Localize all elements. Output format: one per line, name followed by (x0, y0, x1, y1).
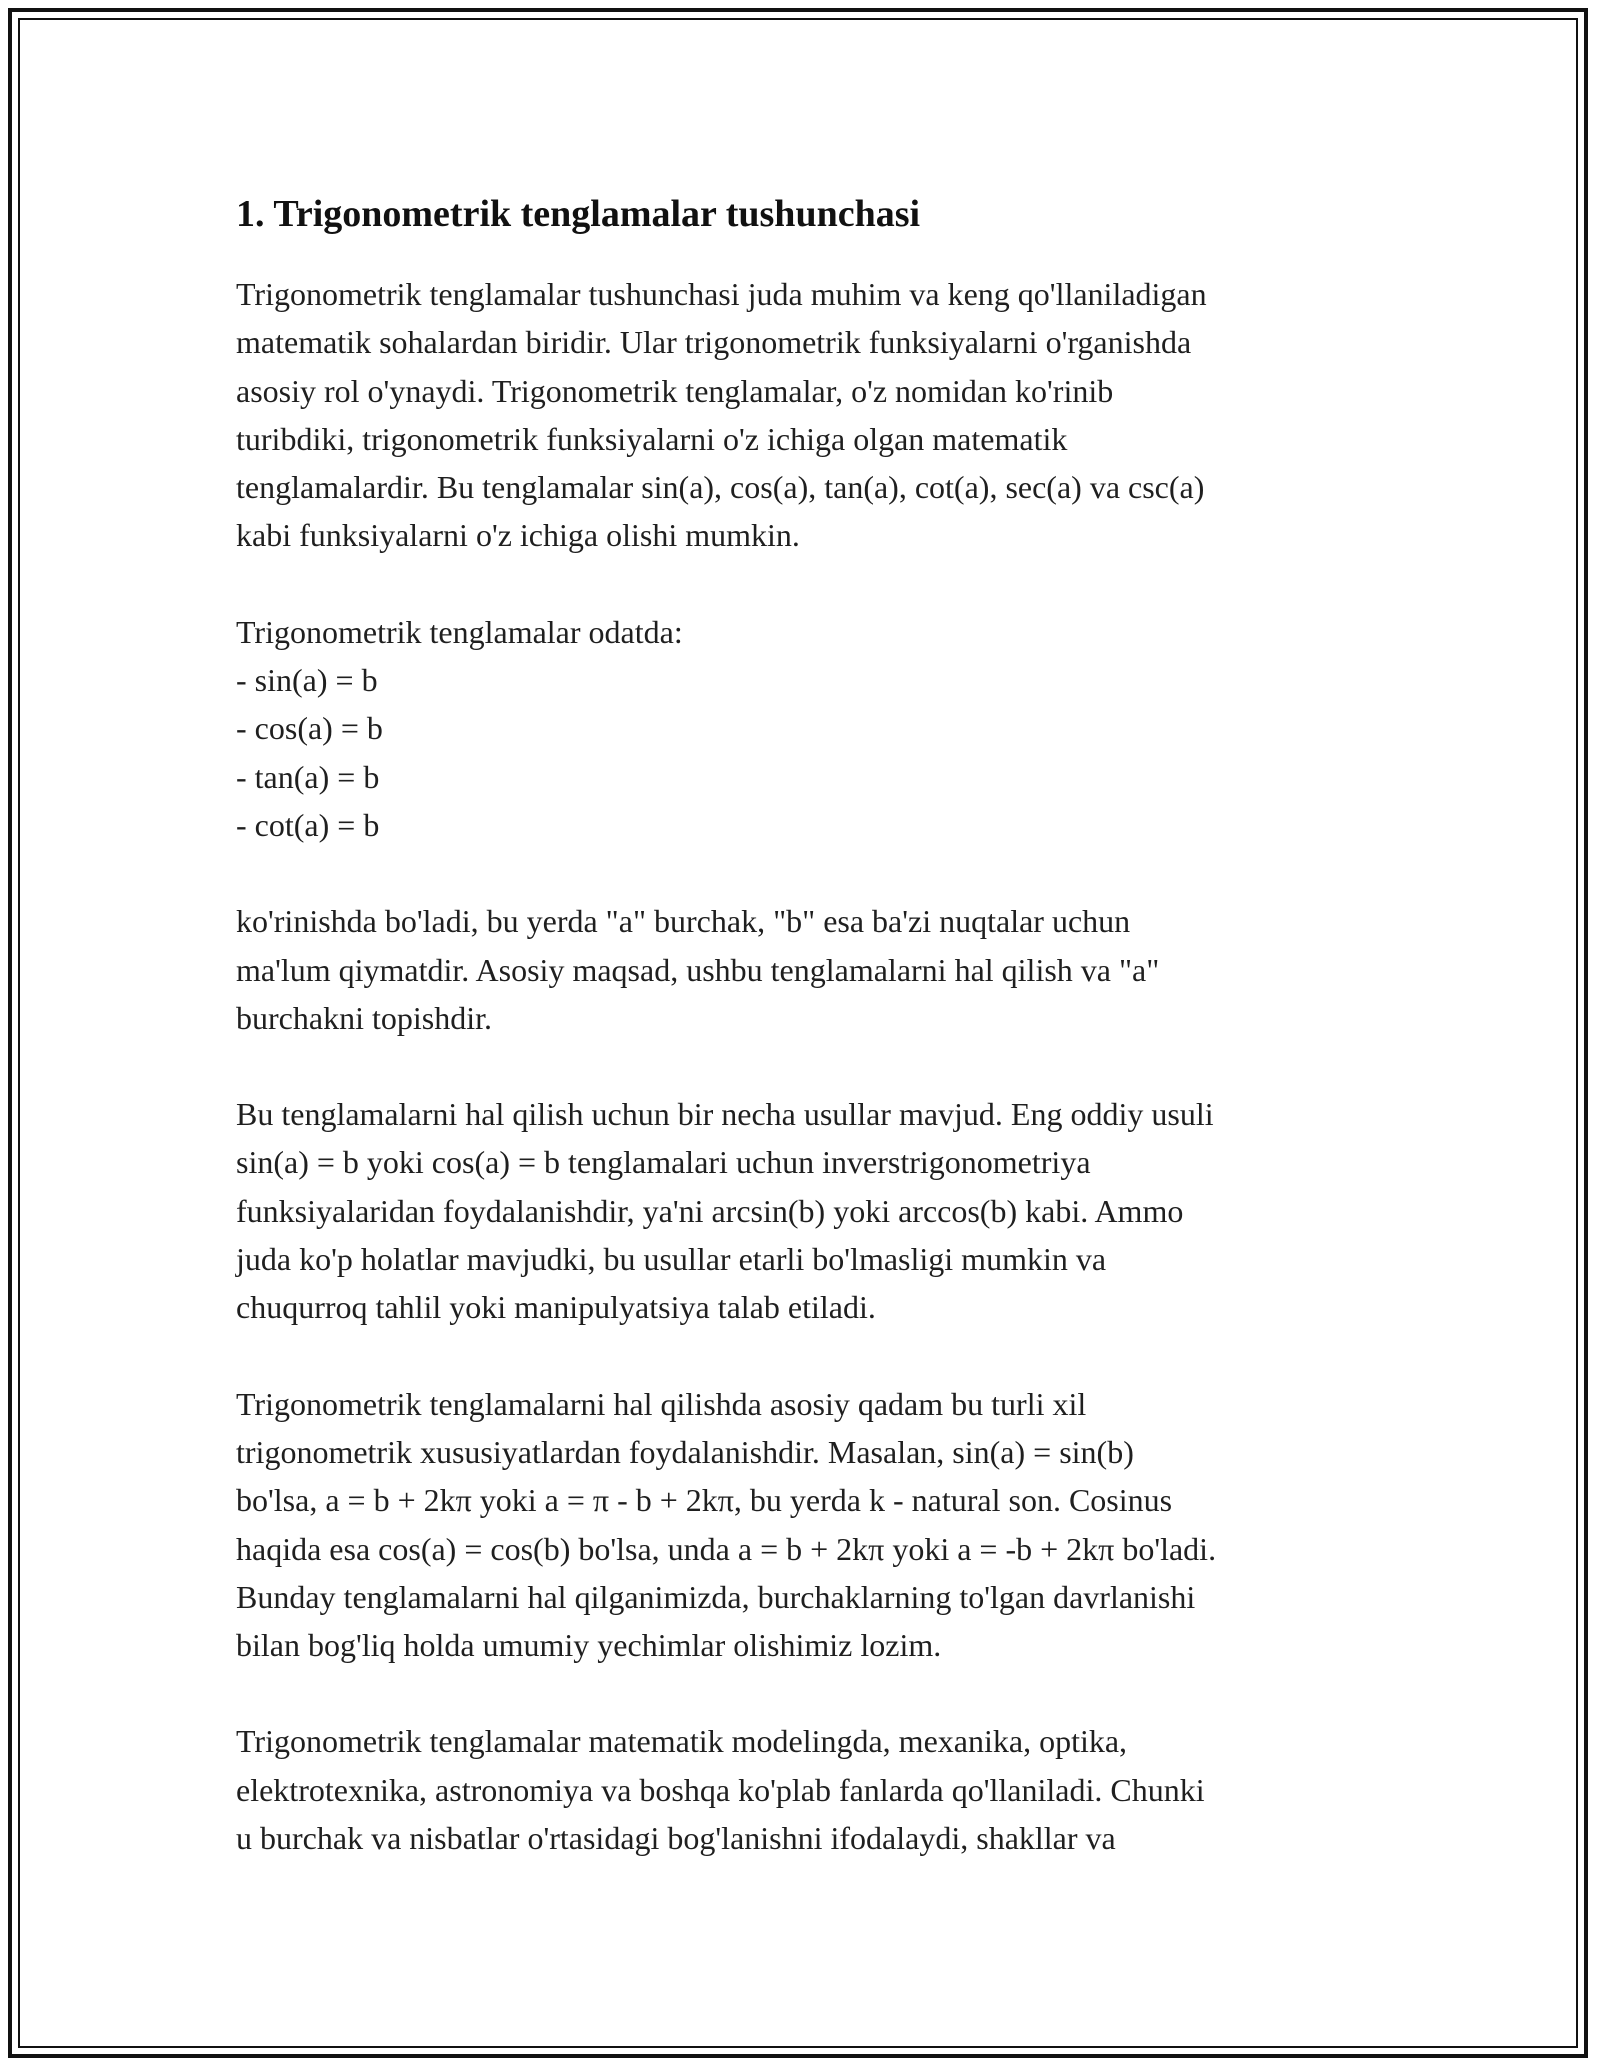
text-line: funksiyalaridan foydalanishdir, ya'ni arcsin(b) yoki arccos(b) kabi. Ammo (236, 1192, 1184, 1229)
paragraph-methods (236, 1090, 1366, 1331)
text-line: Trigonometrik tenglamalar tushunchasi juda muhim va keng qo'llaniladigan (236, 276, 1207, 312)
text-line: sin(a) = b yoki cos(a) = b tenglamalari uchun inverstrigonometriya (236, 1144, 1091, 1181)
text-line: kabi funksiyalarni o'z ichiga olishi mumkin. (236, 517, 800, 554)
text-line: matematik sohalardan biridir. Ular trigonometrik funksiyalarni o'rganishda (236, 324, 1192, 361)
paragraph-properties (236, 1380, 1366, 1670)
text-line: Trigonometrik tenglamalar odatda: (236, 613, 683, 650)
list-item: - sin(a) = b (236, 662, 378, 699)
paragraph-introduction (236, 270, 1366, 560)
list-item: - cos(a) = b (236, 710, 383, 747)
text-line: trigonometrik xususiyatlardan foydalanishdir. Masalan, sin(a) = sin(b) (236, 1433, 1134, 1470)
text-line: ko'rinishda bo'ladi, bu yerda "a" burchak, "b" esa ba'zi nuqtalar uchun (236, 903, 1131, 940)
text-line: ma'lum qiymatdir. Asosiy maqsad, ushbu tenglamalarni hal qilish va "a" (236, 951, 1160, 988)
document-body (236, 188, 1366, 1910)
paragraph-applications (236, 1717, 1366, 1862)
text-line: bo'lsa, a = b + 2kπ yoki a = π - b + 2kπ, bu yerda k - natural son. Cosinus (236, 1482, 1173, 1519)
text-line: Bu tenglamalarni hal qilish uchun bir necha usullar mavjud. Eng oddiy usuli (236, 1096, 1214, 1133)
text-line: u burchak va nisbatlar o'rtasidagi bog'lanishni ifodalaydi, shakllar va (236, 1820, 1116, 1857)
text-line: elektrotexnika, astronomiya va boshqa ko'plab fanlarda qo'llaniladi. Chunki (236, 1771, 1205, 1808)
text-line: haqida esa cos(a) = cos(b) bo'lsa, unda a = b + 2kπ yoki a = -b + 2kπ bo'ladi. (236, 1530, 1217, 1567)
paragraph-goal (236, 897, 1366, 1042)
text-line: asosiy rol o'ynaydi. Trigonometrik tenglamalar, o'z nomidan ko'rinib (236, 372, 1114, 409)
text-line: burchakni topishdir. (236, 999, 492, 1036)
text-line: tenglamalardir. Bu tenglamalar sin(a), cos(a), tan(a), cot(a), sec(a) va csc(a) (236, 469, 1205, 506)
text-line: turibdiki, trigonometrik funksiyalarni o'z ichiga olgan matematik (236, 420, 1068, 457)
section-heading: 1. Trigonometrik tenglamalar tushunchasi (236, 193, 921, 235)
text-line: bilan bog'liq holda umumiy yechimlar olishimiz lozim. (236, 1627, 942, 1664)
text-line: chuqurroq tahlil yoki manipulyatsiya talab etiladi. (236, 1289, 876, 1326)
list-item: - cot(a) = b (236, 806, 380, 843)
text-line: Trigonometrik tenglamalarni hal qilishda asosiy qadam bu turli xil (236, 1385, 1087, 1422)
text-line: Bunday tenglamalarni hal qilganimizda, burchaklarning to'lgan davrlanishi (236, 1578, 1196, 1615)
paragraph-equation-forms (236, 608, 1366, 849)
list-item: - tan(a) = b (236, 758, 380, 795)
text-line: Trigonometrik tenglamalar matematik modelingda, mexanika, optika, (236, 1723, 1128, 1760)
text-line: juda ko'p holatlar mavjudki, bu usullar etarli bo'lmasligi mumkin va (236, 1241, 1107, 1278)
